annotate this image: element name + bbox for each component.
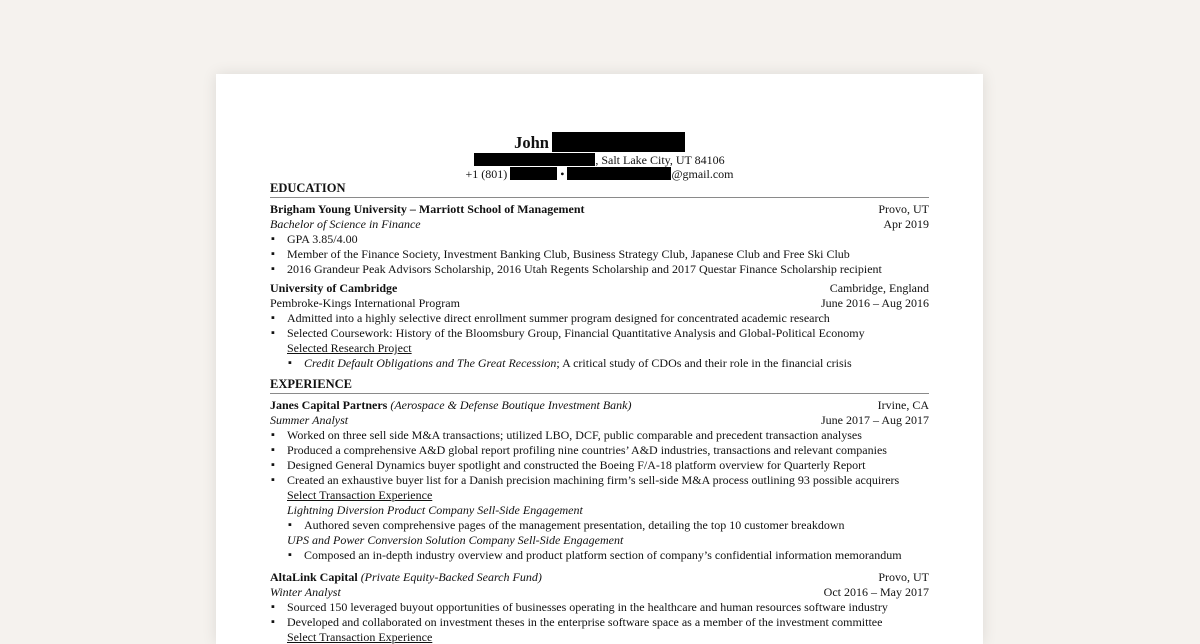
research-block (270, 341, 929, 371)
list-item: ▪ Sourced 150 leveraged buyout opportunities of businesses operating in the healthcare and human resources software industry (270, 600, 929, 615)
list-item: ▪ 2016 Grandeur Peak Advisors Scholarship, 2016 Utah Regents Scholarship and 2017 Questar Finance Scholarship recipient (270, 262, 929, 277)
bullet-list (270, 311, 929, 341)
program-name: Pembroke-Kings International Program (270, 296, 460, 310)
firm-name: AltaLink Capital (270, 570, 358, 584)
list-item: ▪ Member of the Finance Society, Investment Banking Club, Business Strategy Club, Japanese Club and Free Ski Club (270, 247, 929, 262)
deal-name: UPS and Power Conversion Solution Company Sell-Side Engagement (287, 533, 624, 547)
address-line (270, 153, 929, 167)
graduation-date: Apr 2019 (883, 217, 929, 231)
job-dates: June 2017 – Aug 2017 (821, 413, 929, 427)
list-item: ▪ Composed an in-depth industry overview and product platform section of company’s confidential information memorandum (287, 548, 929, 563)
firm-location: Provo, UT (878, 570, 929, 584)
firm-desc: (Aerospace & Defense Boutique Investment Bank) (390, 398, 632, 412)
bullet-list (270, 428, 929, 488)
firm-line (270, 570, 542, 585)
deal-list (287, 518, 929, 533)
firm-desc: (Private Equity-Backed Search Fund) (360, 570, 542, 584)
redacted-phone (510, 167, 557, 180)
list-item (287, 356, 929, 371)
redacted-email-user (567, 167, 671, 180)
separator-dot: • (560, 167, 565, 181)
degree: Bachelor of Science in Finance (270, 217, 421, 231)
list-item: ▪ Created an exhaustive buyer list for a Danish precision machining firm’s sell-side M&A process outlining 93 possible acquirers (270, 473, 929, 488)
list-item: ▪ Designed General Dynamics buyer spotlight and constructed the Boeing F/A-18 platform overview for Quarterly Report (270, 458, 929, 473)
experience-janes (270, 398, 929, 563)
firm-name: Janes Capital Partners (270, 398, 388, 412)
first-name: John (514, 133, 549, 152)
transaction-block (270, 488, 929, 563)
school-location: Cambridge, England (829, 281, 929, 295)
deal-list (287, 548, 929, 563)
list-item: ▪ GPA 3.85/4.00 (270, 232, 929, 247)
list-item: ▪ Authored seven comprehensive pages of the management presentation, detailing the top 10 customer breakdown (287, 518, 929, 533)
job-dates: Oct 2016 – May 2017 (823, 585, 929, 599)
research-list (287, 356, 929, 371)
list-item: ▪ Worked on three sell side M&A transactions; utilized LBO, DCF, public comparable and precedent transaction analyses (270, 428, 929, 443)
school-name: University of Cambridge (270, 281, 398, 295)
education-cambridge (270, 281, 929, 371)
redacted-street (474, 153, 595, 166)
resume-content (270, 132, 929, 644)
job-title: Summer Analyst (270, 413, 349, 427)
job-title: Winter Analyst (270, 585, 341, 599)
candidate-name (270, 132, 929, 154)
list-item: ▪ Developed and collaborated on investment theses in the enterprise software space as a member of the investment committee (270, 615, 929, 630)
bullet-list (270, 232, 929, 277)
list-item: ▪ Selected Coursework: History of the Bloomsbury Group, Financial Quantitative Analysis and Global-Political Economy (270, 326, 929, 341)
list-item: ▪ Produced a comprehensive A&D global report profiling nine countries’ A&D industries, transactions and relevant companies (270, 443, 929, 458)
firm-line (270, 398, 631, 413)
email-domain: @gmail.com (671, 167, 734, 181)
address-city: , Salt Lake City, UT 84106 (595, 153, 725, 167)
section-education: EDUCATION (270, 181, 929, 198)
school-name: Brigham Young University – Marriott School of Management (270, 202, 585, 216)
research-heading: Selected Research Project (287, 341, 412, 355)
resume-page (216, 74, 983, 644)
research-title: Credit Default Obligations and The Great Recession (304, 356, 557, 370)
transaction-block (270, 630, 929, 644)
research-desc: ; A critical study of CDOs and their role in the financial crisis (556, 356, 852, 370)
deal-name: Lightning Diversion Product Company Sell-Side Engagement (287, 503, 583, 517)
redacted-last-name (552, 132, 685, 152)
list-item: ▪ Admitted into a highly selective direct enrollment summer program designed for concentrated academic research (270, 311, 929, 326)
program-dates: June 2016 – Aug 2016 (821, 296, 929, 310)
bullet-list (270, 600, 929, 630)
phone-prefix: +1 (801) (465, 167, 508, 181)
experience-altalink (270, 570, 929, 644)
transaction-heading: Select Transaction Experience (287, 488, 433, 502)
contact-line (270, 167, 929, 181)
school-location: Provo, UT (878, 202, 929, 216)
transaction-heading: Select Transaction Experience (287, 630, 433, 644)
section-experience: EXPERIENCE (270, 377, 929, 394)
firm-location: Irvine, CA (877, 398, 929, 412)
education-byu (270, 202, 929, 277)
